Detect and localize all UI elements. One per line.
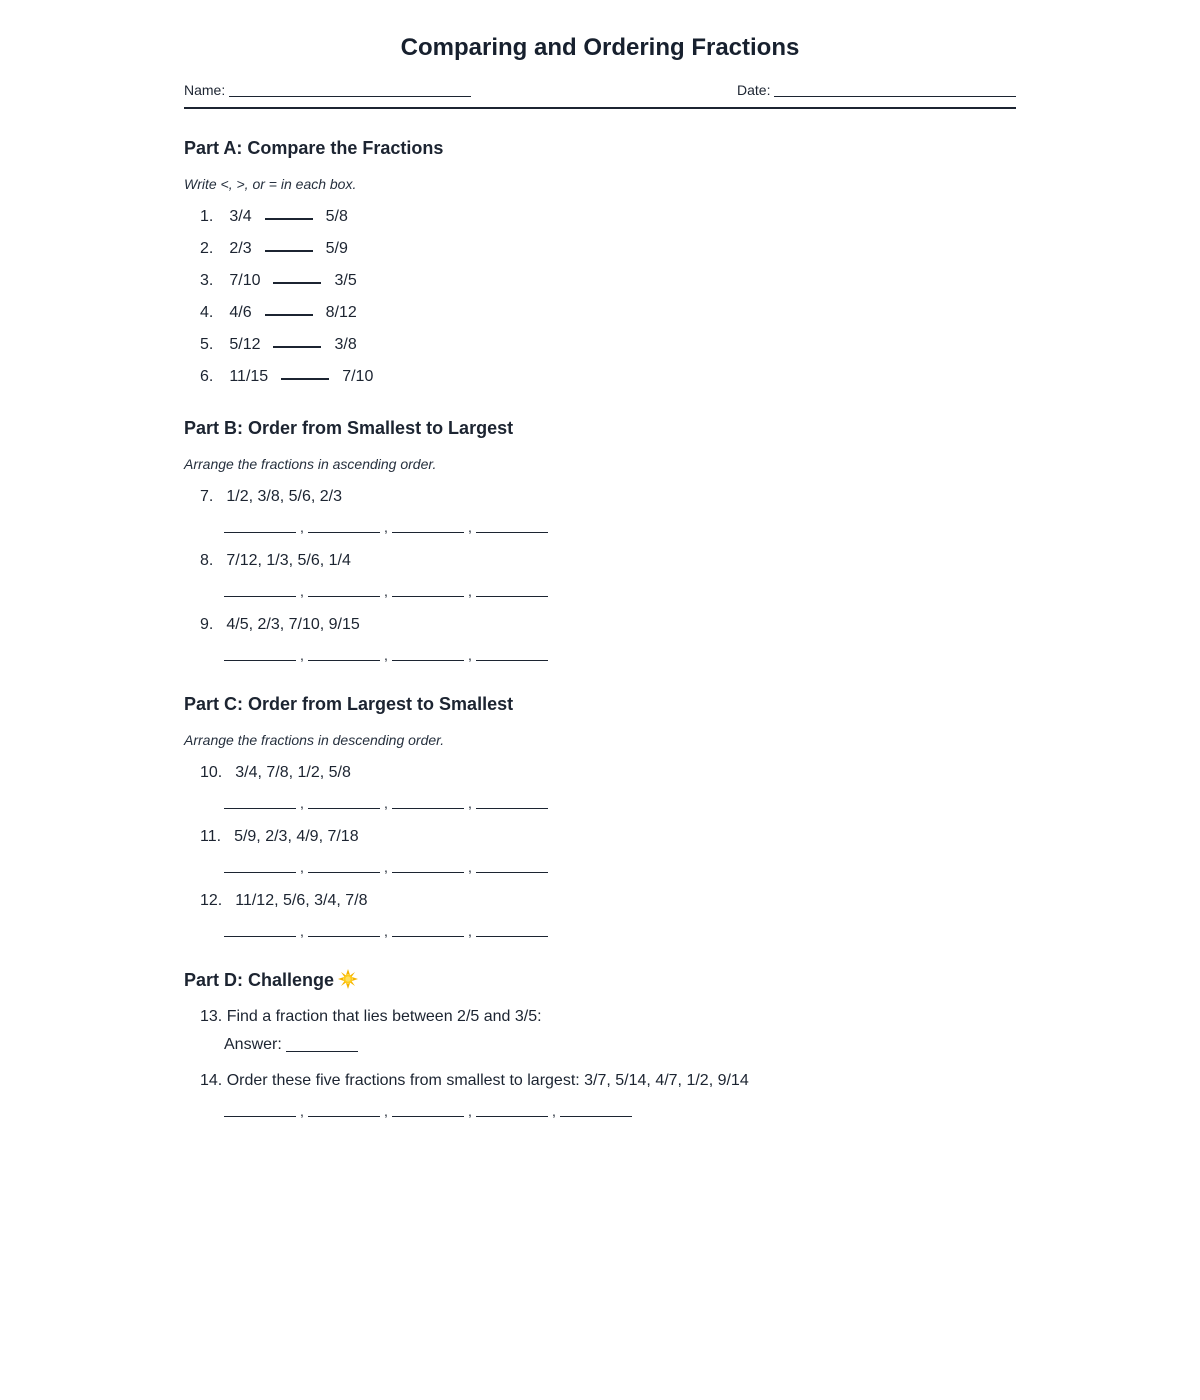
- part-b-title: Part B: Order from Smallest to Largest: [184, 418, 514, 438]
- challenge-question-13: 13. Find a fraction that lies between 2/5 and 3/5:: [200, 1008, 542, 1025]
- answer-row: [224, 646, 548, 664]
- answer-blank[interactable]: [224, 582, 296, 597]
- separator: ,: [384, 859, 388, 875]
- compare-answer-blank[interactable]: [265, 238, 313, 252]
- fraction-list: 1/2, 3/8, 5/6, 2/3: [226, 488, 342, 505]
- separator: ,: [384, 795, 388, 811]
- right-fraction: 5/8: [325, 208, 348, 225]
- answer-blank[interactable]: [392, 582, 464, 597]
- answer-blank[interactable]: [308, 794, 380, 809]
- item-number: 2.: [200, 240, 214, 257]
- separator: ,: [384, 519, 388, 535]
- left-fraction: 11/15: [229, 368, 269, 385]
- answer-blank[interactable]: [476, 646, 548, 661]
- order-question: [200, 614, 360, 636]
- date-label: Date:: [737, 82, 771, 98]
- part-c-instruction: Arrange the fractions in descending order.: [184, 732, 445, 748]
- name-label: Name:: [184, 82, 226, 98]
- compare-item: [200, 334, 357, 356]
- item-number: 9.: [200, 616, 214, 633]
- right-fraction: 3/5: [334, 272, 357, 289]
- right-fraction: 5/9: [325, 240, 348, 257]
- challenge-answer-row: [224, 1034, 358, 1056]
- item-number: 1.: [200, 208, 214, 225]
- answer-blank[interactable]: [392, 518, 464, 533]
- compare-item: [200, 366, 373, 388]
- compare-item: [200, 238, 348, 260]
- item-number: 7.: [200, 488, 214, 505]
- header-divider: [184, 107, 1016, 109]
- answer-blank[interactable]: [308, 1102, 380, 1117]
- left-fraction: 7/10: [229, 272, 261, 289]
- right-fraction: 8/12: [325, 304, 357, 321]
- order-question: [200, 890, 368, 912]
- fraction-list: 7/12, 1/3, 5/6, 1/4: [226, 552, 351, 569]
- compare-answer-blank[interactable]: [265, 206, 313, 220]
- item-number: 8.: [200, 552, 214, 569]
- compare-answer-blank[interactable]: [273, 270, 321, 284]
- separator: ,: [552, 1103, 556, 1119]
- answer-blank[interactable]: [392, 858, 464, 873]
- separator: ,: [300, 647, 304, 663]
- answer-blank[interactable]: [392, 922, 464, 937]
- compare-answer-blank[interactable]: [281, 366, 329, 380]
- left-fraction: 5/12: [229, 336, 261, 353]
- date-field[interactable]: [774, 96, 1016, 97]
- separator: ,: [384, 583, 388, 599]
- separator: ,: [300, 923, 304, 939]
- compare-answer-blank[interactable]: [273, 334, 321, 348]
- answer-blank[interactable]: [476, 858, 548, 873]
- compare-item: [200, 270, 357, 292]
- separator: ,: [384, 1103, 388, 1119]
- answer-blank[interactable]: [308, 518, 380, 533]
- fraction-list: 11/12, 5/6, 3/4, 7/8: [235, 892, 368, 909]
- item-number: 6.: [200, 368, 214, 385]
- item-number: 11.: [200, 828, 222, 845]
- fraction-list: 4/5, 2/3, 7/10, 9/15: [226, 616, 360, 633]
- compare-item: [200, 206, 348, 228]
- fraction-list: 3/4, 7/8, 1/2, 5/8: [235, 764, 351, 781]
- part-a-title: Part A: Compare the Fractions: [184, 138, 444, 158]
- compare-item: [200, 302, 357, 324]
- left-fraction: 2/3: [229, 240, 252, 257]
- separator: ,: [384, 923, 388, 939]
- separator: ,: [468, 923, 472, 939]
- item-number: 10.: [200, 764, 223, 781]
- separator: ,: [468, 795, 472, 811]
- answer-blank[interactable]: [308, 858, 380, 873]
- answer-blank[interactable]: [308, 646, 380, 661]
- order-question: [200, 486, 342, 508]
- answer-blank[interactable]: [224, 922, 296, 937]
- part-a-instruction: Write <, >, or = in each box.: [184, 176, 357, 192]
- item-number: 4.: [200, 304, 214, 321]
- worksheet-title: Comparing and Ordering Fractions: [400, 34, 800, 61]
- answer-blank[interactable]: [476, 518, 548, 533]
- answer-blank[interactable]: [392, 646, 464, 661]
- star-icon: [338, 969, 358, 989]
- answer-blank[interactable]: [224, 1102, 296, 1117]
- answer-row: [224, 1102, 632, 1120]
- answer-blank[interactable]: [224, 646, 296, 661]
- answer-blank[interactable]: [392, 794, 464, 809]
- answer-row: [224, 794, 548, 812]
- left-fraction: 4/6: [229, 304, 252, 321]
- separator: ,: [384, 647, 388, 663]
- answer-row: [224, 582, 548, 600]
- answer-blank[interactable]: [308, 922, 380, 937]
- part-c-title: Part C: Order from Largest to Smallest: [184, 694, 514, 714]
- order-question: [200, 762, 351, 784]
- answer-blank[interactable]: [476, 922, 548, 937]
- header-fields: [184, 80, 1016, 100]
- answer-row: [224, 922, 548, 940]
- part-d-heading: [184, 969, 358, 991]
- item-number: 12.: [200, 892, 223, 909]
- separator: ,: [468, 859, 472, 875]
- right-fraction: 3/8: [334, 336, 357, 353]
- answer-blank[interactable]: [560, 1102, 632, 1117]
- separator: ,: [468, 519, 472, 535]
- separator: ,: [468, 647, 472, 663]
- order-question: [200, 550, 351, 572]
- item-number: 3.: [200, 272, 214, 289]
- answer-blank[interactable]: [224, 794, 296, 809]
- fraction-list: 5/9, 2/3, 4/9, 7/18: [234, 828, 359, 845]
- answer-row: [224, 518, 548, 536]
- order-question: [200, 826, 359, 848]
- name-field[interactable]: [229, 96, 471, 97]
- separator: ,: [300, 519, 304, 535]
- right-fraction: 7/10: [342, 368, 374, 385]
- separator: ,: [300, 795, 304, 811]
- separator: ,: [468, 1103, 472, 1119]
- answer-label: Answer:: [224, 1036, 282, 1053]
- answer-blank[interactable]: [224, 858, 296, 873]
- compare-answer-blank[interactable]: [265, 302, 313, 316]
- left-fraction: 3/4: [229, 208, 252, 225]
- answer-blank[interactable]: [392, 1102, 464, 1117]
- answer-row: [224, 858, 548, 876]
- item-number: 5.: [200, 336, 214, 353]
- separator: ,: [300, 1103, 304, 1119]
- answer-blank[interactable]: [286, 1034, 358, 1052]
- separator: ,: [300, 859, 304, 875]
- challenge-question-14: 14. Order these five fractions from smallest to largest: 3/7, 5/14, 4/7, 1/2, 9/14: [200, 1072, 749, 1089]
- separator: ,: [300, 583, 304, 599]
- answer-blank[interactable]: [476, 794, 548, 809]
- answer-blank[interactable]: [476, 1102, 548, 1117]
- part-d-title: Part D: Challenge: [184, 970, 335, 990]
- answer-blank[interactable]: [224, 518, 296, 533]
- answer-blank[interactable]: [308, 582, 380, 597]
- part-b-instruction: Arrange the fractions in ascending order.: [184, 456, 437, 472]
- answer-blank[interactable]: [476, 582, 548, 597]
- separator: ,: [468, 583, 472, 599]
